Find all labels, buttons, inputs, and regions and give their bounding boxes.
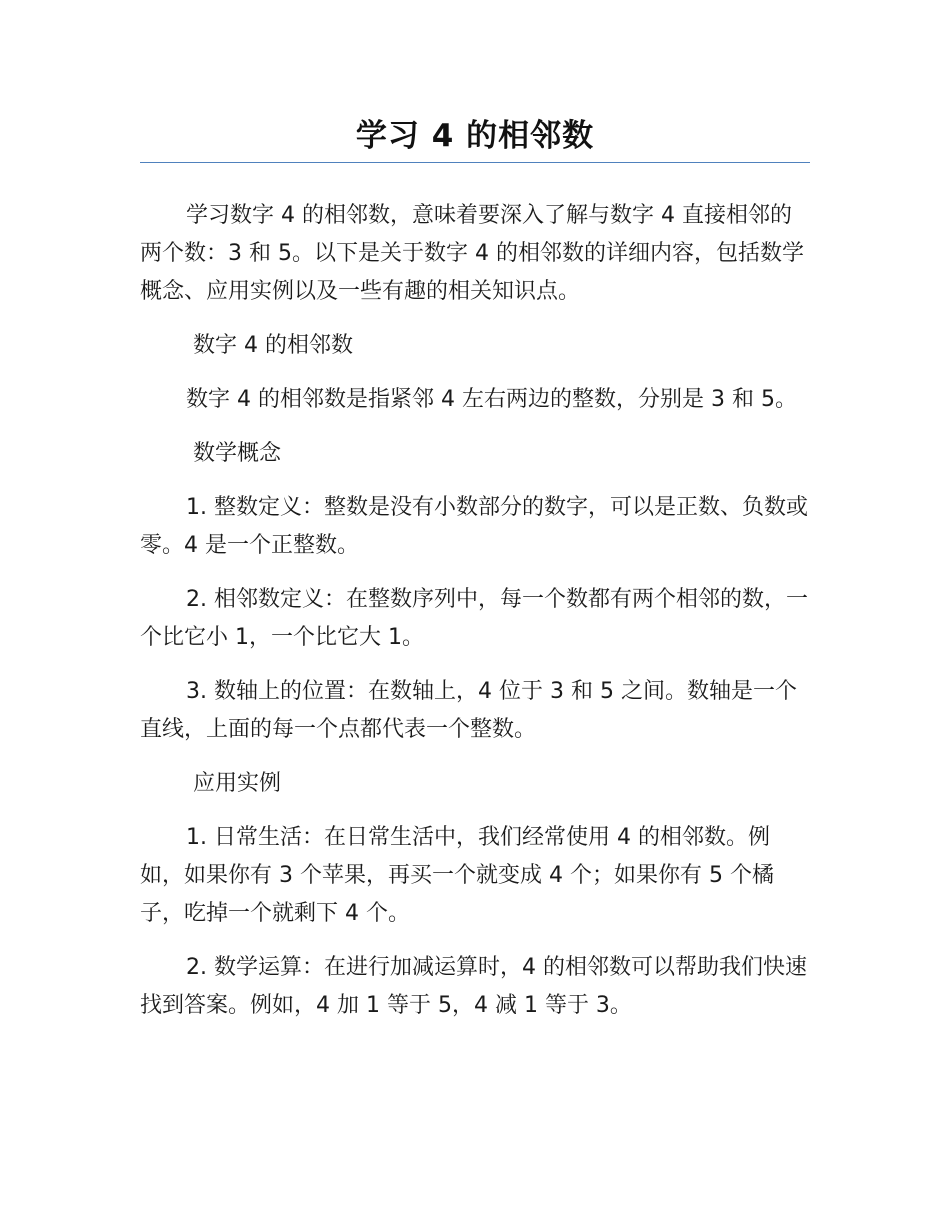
section-heading-neighbors: 数字 4 的相邻数 [193,333,353,358]
document-page [140,0,810,1041]
section-heading-concepts: 数学概念 [193,441,282,466]
list-item: 1. 整数定义：整数是没有小数部分的数字，可以是正数、负数或零。4 是一个正整数。 [140,495,808,558]
list-item: 2. 相邻数定义：在整数序列中，每一个数都有两个相邻的数，一个比它小 1，一个比它大 1。 [140,587,808,650]
intro-paragraph: 学习数字 4 的相邻数，意味着要深入了解与数字 4 直接相邻的两个数：3 和 5。以下是关于数字 4 的相邻数的详细内容，包括数学概念、应用实例以及一些有趣的相关知识点。 [140,203,804,304]
page-title: 学习 4 的相邻数 [355,118,595,154]
title-underline [140,162,810,163]
list-item: 1. 日常生活：在日常生活中，我们经常使用 4 的相邻数。例如，如果你有 3 个苹果，再买一个就变成 4 个；如果你有 5 个橘子，吃掉一个就剩下 4 个。 [140,825,774,926]
document-body [140,197,810,1025]
list-item: 3. 数轴上的位置：在数轴上，4 位于 3 和 5 之间。数轴是一个直线，上面的每一个点都代表一个整数。 [140,679,797,742]
section-heading-applications: 应用实例 [193,771,282,796]
neighbors-paragraph: 数字 4 的相邻数是指紧邻 4 左右两边的整数，分别是 3 和 5。 [186,387,797,412]
list-item: 2. 数学运算：在进行加减运算时，4 的相邻数可以帮助我们快速找到答案。例如，4 加 1 等于 5，4 减 1 等于 3。 [140,955,807,1018]
